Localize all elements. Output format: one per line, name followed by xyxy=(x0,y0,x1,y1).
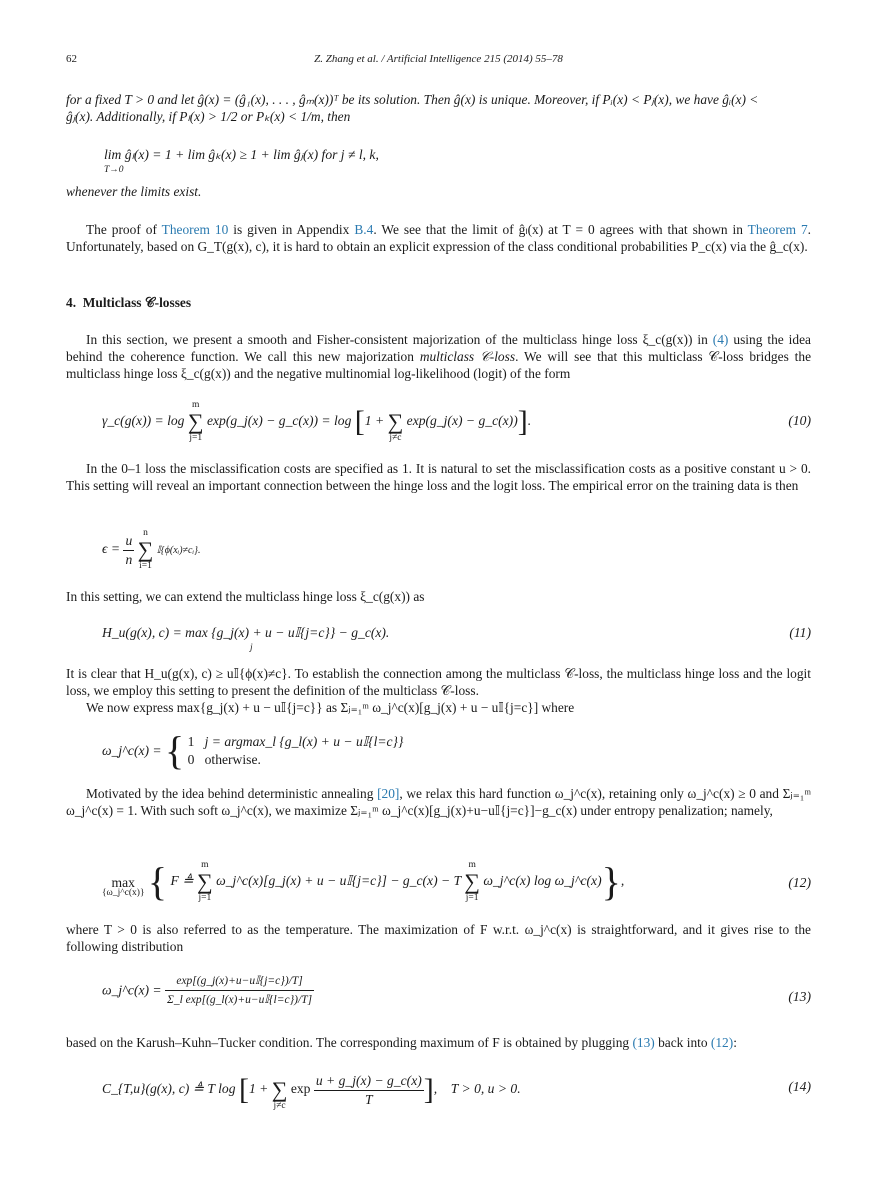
para7-text-b: back into xyxy=(654,1035,711,1050)
eq10-number: (10) xyxy=(788,413,811,428)
eps-sum-bottom: i=1 xyxy=(139,561,152,571)
proof-text-b: is given in Appendix xyxy=(228,222,355,237)
eps-sum-top: n xyxy=(143,528,148,538)
eq13-lhs: ω_j^c(x) = xyxy=(102,982,162,998)
link-appendix-b4[interactable]: B.4 xyxy=(354,222,374,237)
eps-lhs: ϵ = xyxy=(102,541,121,557)
eps-term: 𝕀{ϕ(xᵢ)≠cᵢ}. xyxy=(156,545,201,557)
eq12-body-2: ω_j^c(x)[g_j(x) + u − u𝕀{j=c}] − g_c(x) − T xyxy=(216,873,461,889)
journal-citation: Z. Zhang et al. / Artificial Intelligence 215 (2014) 55–78 xyxy=(314,53,563,65)
eq13-num: exp[(g_j(x)+u−u𝕀{j=c})/T] xyxy=(165,972,314,991)
omega-case2-val: 0 xyxy=(187,752,195,767)
eps-frac-den: n xyxy=(125,551,133,567)
section-paragraph-3: In this setting, we can extend the multiclass hinge loss ξ_c(g(x)) as xyxy=(66,589,425,604)
eq11-number: (11) xyxy=(789,625,811,640)
eq11-max-sub: j xyxy=(250,643,253,653)
eq12-max xyxy=(102,866,145,899)
eq13-fraction xyxy=(165,972,314,1009)
equation-13 xyxy=(102,972,811,1009)
omega-cases xyxy=(188,733,404,769)
eps-fraction xyxy=(123,532,134,569)
link-eq-4[interactable]: (4) xyxy=(712,332,729,347)
proof-text-d: . Unfortunately, based on G_T(g(x), c), it is hard to obtain an explicit expression of the class conditional probabilities P_c(x) via the ĝ_c(x). xyxy=(66,222,812,254)
theorem-statement-tail xyxy=(66,91,811,125)
eps-frac-num: u xyxy=(123,532,134,551)
eq12-sum2-bottom: j=1 xyxy=(465,893,479,903)
para7-text-c: : xyxy=(733,1035,737,1050)
equation-limits xyxy=(104,146,813,175)
eq10-inner2: exp(g_j(x) − g_c(x)) xyxy=(406,413,518,429)
eq10-inner: 1 + xyxy=(364,413,385,429)
eq10-sum2: ∑ j≠c xyxy=(387,409,404,443)
eq11-text: H_u(g(x), c) = max {g_j(x) + u − u𝕀{j=c}} − g_c(x). xyxy=(102,625,390,640)
limit-subscript: T→0 xyxy=(104,165,124,175)
equation-12: max {ω_j^c(x)} { F ≜ m ∑ j=1 ω_j^c(x)[g_j(x) + u − u𝕀{j=c}] − g_c(x) − T m ∑ j=1 ω_j^c(x) log ω_j^c(x)}, (12) xyxy=(102,859,811,904)
omega-case1-cond: j = argmax_l {g_l(x) + u − u𝕀{l=c}} xyxy=(204,734,404,749)
section-paragraph-7 xyxy=(66,1034,811,1051)
section-paragraph-1 xyxy=(66,331,811,382)
eq14-inner: 1 + xyxy=(248,1081,269,1097)
para4-line-1: It is clear that H_u(g(x), c) ≥ u𝕀{ϕ(x)≠c}. To establish the connection among the multiclass 𝒞-loss, the multiclass hinge loss and the logit loss, we employ this setting to present the definition of the multiclass 𝒞-loss. xyxy=(66,666,811,698)
eq13-number: (13) xyxy=(788,989,811,1004)
proof-text-a: The proof of xyxy=(86,222,162,237)
eq14-exp: exp xyxy=(290,1081,311,1097)
eq12-sum-2: m ∑ j=1 xyxy=(464,860,480,903)
eq14-sum-bottom: j≠c xyxy=(273,1101,286,1111)
eq14-lhs: C_{T,u}(g(x), c) ≜ T log xyxy=(102,1081,236,1097)
section-title: Multiclass 𝒞-losses xyxy=(82,295,192,310)
eq12-number: (12) xyxy=(788,875,811,890)
theorem-line-1: for a fixed T > 0 and let ĝ(x) = (ĝ₁(x), . . . , ĝₘ(x))ᵀ be its solution. Then ĝ(x) is unique. Moreover, if Pᵢ(x) < Pⱼ(x), we have ĝᵢ(x) < xyxy=(66,92,759,107)
eq12-max-sub: {ω_j^c(x)} xyxy=(102,887,145,898)
eq12-sum1-top: m xyxy=(201,860,209,870)
theorem-tail-line: whenever the limits exist. xyxy=(66,184,202,199)
eq14-fraction xyxy=(314,1072,424,1109)
omega-case2-cond: otherwise. xyxy=(204,752,261,767)
section-paragraph-6: where T > 0 is also referred to as the temperature. The maximization of F w.r.t. ω_j^c(x) is straightforward, and it gives rise to the following distribution xyxy=(66,922,811,954)
link-eq-13[interactable]: (13) xyxy=(632,1035,655,1050)
eq10-lhs: γ_c(g(x)) = log xyxy=(102,413,185,429)
para1-text-a: In this section, we present a smooth and Fisher-consistent majorization of the multiclass hinge loss ξ_c(g(x)) in xyxy=(86,332,713,347)
eq12-body-1: F ≜ xyxy=(170,873,194,889)
section-paragraph-2: In the 0–1 loss the misclassification costs are specified as 1. It is natural to set the misclassification costs as a positive constant u > 0. This setting will reveal an important connection between the hinge loss and the logit loss. The empirical error on the training data is then xyxy=(66,461,811,493)
para5-text-a: Motivated by the idea behind deterministic annealing xyxy=(86,786,378,801)
proof-text-c: . We see that the limit of ĝₗ(x) at T = 0 agrees with that shown in xyxy=(373,222,748,237)
eq14-frac-num: u + g_j(x) − g_c(x) xyxy=(314,1072,424,1091)
link-eq-12[interactable]: (12) xyxy=(710,1035,734,1050)
eq10-sum-top: m xyxy=(192,400,200,410)
equation-epsilon xyxy=(102,528,811,572)
para1-text-b: using the idea behind the coherence function. We call this new majorization xyxy=(66,332,811,364)
theorem-line-2: ĝⱼ(x). Additionally, if Pₗ(x) > 1/2 or Pₖ(x) < 1/m, then xyxy=(66,109,351,124)
eq12-sum1-bottom: j=1 xyxy=(198,893,212,903)
section-heading xyxy=(66,294,811,311)
link-theorem-10[interactable]: Theorem 10 xyxy=(161,222,229,237)
eq10-mid: exp(g_j(x) − g_c(x)) = log xyxy=(206,413,352,429)
equation-omega-hard: ω_j^c(x) = { 1 j = argmax_l {g_l(x) + u − u𝕀{l=c}} 0 otherwise. xyxy=(102,728,404,773)
eq14-frac-den: T xyxy=(365,1091,373,1107)
section-number: 4. xyxy=(66,295,77,310)
para7-text-a: based on the Karush–Kuhn–Tucker condition. The corresponding maximum of F is obtained by plugging xyxy=(66,1035,633,1050)
equation-14: C_{T,u}(g(x), c) ≜ T log [1 + ∑ j≠c exp $\frac{u + g\_j(x) - g\_c(x)}{T}$ ], T > 0, u > 0. (14) xyxy=(102,1068,811,1112)
page-number: 62 xyxy=(66,53,77,65)
para4-line-2: We now express max{g_j(x) + u − u𝕀{j=c}} as Σⱼ₌₁ᵐ ω_j^c(x)[g_j(x) + u − u𝕀{j=c}] where xyxy=(86,700,575,715)
eq14-sum: ∑ j≠c xyxy=(271,1077,288,1111)
equation-11 xyxy=(102,624,811,653)
eq10-sum-bottom: j=1 xyxy=(189,433,203,443)
link-theorem-7[interactable]: Theorem 7 xyxy=(747,222,808,237)
eq10-sum: m ∑ j=1 xyxy=(187,400,204,443)
equation-10: γ_c(g(x)) = log m ∑ j=1 exp(g_j(x) − g_c(x)) = log [1 + ∑ j≠c exp(g_j(x) − g_c(x))]. (10) xyxy=(102,400,811,443)
para1-text-c: . We will see that this multiclass 𝒞-loss bridges the multiclass hinge loss ξ_c(g(x)) and the negative multinomial log-likelihood (logit) of the form xyxy=(66,349,812,381)
eq12-body-3: ω_j^c(x) log ω_j^c(x) xyxy=(483,873,602,889)
eps-sum: n ∑ i=1 xyxy=(137,528,154,571)
omega-lhs: ω_j^c(x) = xyxy=(102,743,162,758)
eq14-number: (14) xyxy=(788,1079,811,1094)
para1-emphasis: multiclass 𝒞-loss xyxy=(419,349,516,364)
limits-equation-text: lim ĝₗ(x) = 1 + lim ĝₖ(x) ≥ 1 + lim ĝⱼ(x) for j ≠ l, k, xyxy=(104,147,379,162)
proof-paragraph xyxy=(66,221,811,255)
omega-case1-val: 1 xyxy=(187,734,195,749)
eq13-den: Σ_l exp[(g_l(x)+u−u𝕀{l=c})/T] xyxy=(167,994,313,1006)
eq12-sum2-top: m xyxy=(468,860,476,870)
section-paragraph-4 xyxy=(66,665,811,716)
para5-text-b: , we relax this hard function ω_j^c(x), retaining only ω_j^c(x) ≥ 0 and Σⱼ₌₁ᵐ ω_j^c(x) = 1. With such soft ω_j^c(x), we maximize Σⱼ₌₁ᵐ ω_j^c(x)[g_j(x)+u−u𝕀{j=c}]−g_c(x) under entropy penalization; namely, xyxy=(66,786,811,818)
eq12-sum-1: m ∑ j=1 xyxy=(197,860,213,903)
eq10-sum2-bottom: j≠c xyxy=(389,433,402,443)
eq12-max-label: max xyxy=(111,874,135,890)
link-ref-20[interactable]: [20] xyxy=(377,786,400,801)
section-paragraph-5 xyxy=(66,785,811,819)
eq14-condition: T > 0, u > 0. xyxy=(450,1081,521,1097)
